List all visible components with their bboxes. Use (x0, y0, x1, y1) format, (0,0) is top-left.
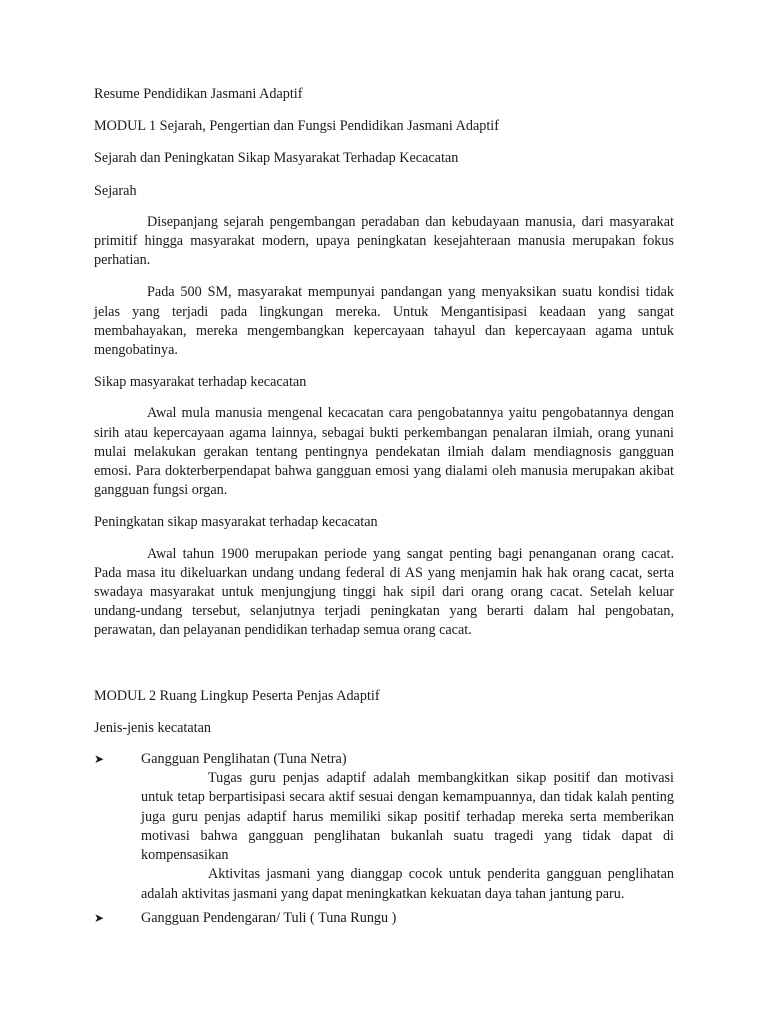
section-spacer (94, 654, 674, 687)
sejarah-heading: Sejarah (94, 182, 137, 199)
document-body (94, 85, 674, 928)
arrowhead-bullet-icon: ➤ (94, 752, 105, 767)
bullet-paragraph: Aktivitas jasmani yang dianggap cocok untuk penderita gangguan penglihatan adalah aktivitas jasmani yang dapat meningkatkan kekuatan daya tahan jantung paru. (141, 866, 674, 902)
document-title: Resume Pendidikan Jasmani Adaptif (94, 86, 303, 102)
sejarah-paragraph-2: Pada 500 SM, masyarakat mempunyai pandangan yang menyaksikan suatu kondisi tidak jelas yang terjadi pada lingkungan mereka. Untuk Mengantisipasi keadaan yang sangat membahayakan, mereka mengembangkan kepercayaan tahayul dan kepercayaan agama untuk mengobatinya. (94, 284, 674, 359)
sikap-heading: Sikap masyarakat terhadap kecacatan (94, 374, 307, 391)
bullet-paragraph: Tugas guru penjas adaptif adalah membangkitkan sikap positif dan motivasi untuk tetap berpartisipasi secara aktif sesuai dengan kemampuannya, dan tidak kalah penting juga guru penjas adaptif harus memiliki sikap positif terhadap mereka serta memberikan motivasi bahwa gangguan penglihatan bukanlah suatu tragedi yang tidak dapat di kompensasikan (141, 770, 674, 864)
sikap-paragraph-1: Awal mula manusia mengenal kecacatan cara pengobatannya yaitu pengobatannya dengan sirih atau kepercayaan agama lainnya, sebagai bukti perkembangan penalaran ilmiah, orang yunani mulai melakukan gerakan tentang pentingnya pendekatan ilmiah dalam mendiagnosis gangguan emosi. Para dokterberpendapat bahwa gangguan emosi yang dialami oleh manusia merupakan akibat gangguan fungsi organ. (94, 405, 674, 499)
bullet-title: Gangguan Pendengaran/ Tuli ( Tuna Rungu ) (141, 909, 397, 926)
peningkatan-heading: Peningkatan sikap masyarakat terhadap kecacatan (94, 514, 378, 531)
modul2-title: MODUL 2 Ruang Lingkup Peserta Penjas Adaptif (94, 687, 380, 704)
modul1-title: MODUL 1 Sejarah, Pengertian dan Fungsi Pendidikan Jasmani Adaptif (94, 118, 499, 135)
bullet-title: Gangguan Penglihatan (Tuna Netra) (141, 751, 347, 768)
peningkatan-paragraph-1: Awal tahun 1900 merupakan periode yang sangat penting bagi penanganan orang cacat. Pada masa itu dikeluarkan undang undang federal di AS yang menjamin hak hak orang cacat, serta swadaya masyarakat untuk menjungjung tinggi hak sipil dari orang orang cacat. Setelah keluar undang-undang tersebut, selanjutnya terjadi peningkatan yang berarti dalam hal pengobatan, perawatan, dan pelayanan pendidikan terhadap semua orang cacat. (94, 545, 674, 639)
disability-list (94, 750, 674, 928)
list-item (94, 750, 674, 904)
list-item (94, 909, 674, 928)
section1-title: Sejarah dan Peningkatan Sikap Masyarakat Terhadap Kecacatan (94, 150, 459, 167)
jenis-heading: Jenis-jenis kecatatan (94, 719, 211, 736)
sejarah-paragraph-1: Disepanjang sejarah pengembangan peradaban dan kebudayaan manusia, dari masyarakat primitif hingga masyarakat modern, upaya peningkatan kesejahteraan manusia merupakan fokus perhatian. (94, 213, 674, 269)
arrowhead-bullet-icon: ➤ (94, 910, 105, 925)
